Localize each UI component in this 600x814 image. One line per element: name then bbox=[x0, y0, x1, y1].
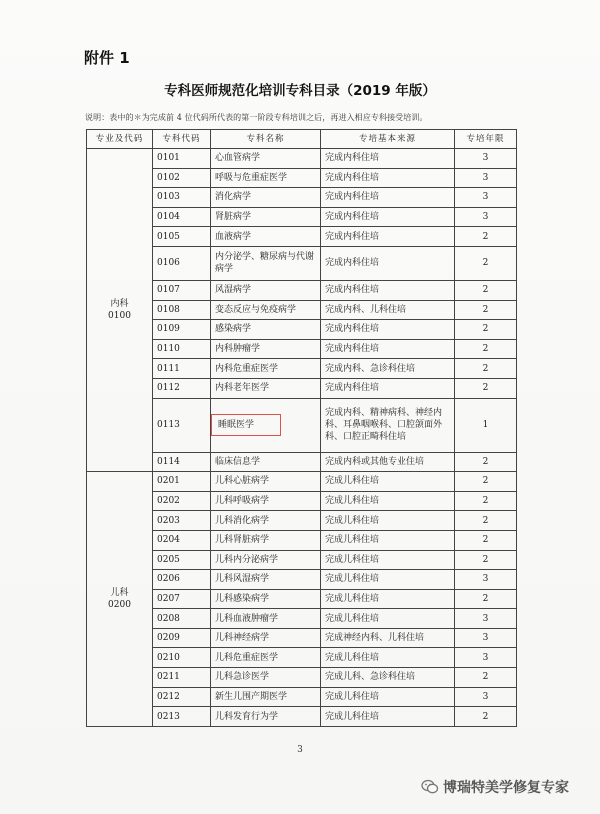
specialty-name: 肾脏病学 bbox=[215, 212, 252, 223]
specialty-code-cell bbox=[153, 359, 211, 379]
training-source: 完成儿科住培 bbox=[325, 535, 380, 546]
specialty-name: 儿科肾脏病学 bbox=[215, 535, 270, 546]
table-row bbox=[87, 149, 517, 169]
specialty-code-cell bbox=[153, 378, 211, 398]
specialty-name: 新生儿围产期医学 bbox=[215, 691, 288, 702]
training-years: 2 bbox=[482, 363, 489, 374]
wechat-logo-icon bbox=[421, 779, 439, 795]
specialty-code: 0206 bbox=[157, 574, 180, 585]
training-years-cell bbox=[455, 339, 517, 359]
training-source-cell bbox=[321, 207, 455, 227]
specialty-name-cell bbox=[211, 648, 321, 668]
specialty-name-cell bbox=[211, 188, 321, 208]
table-note: 说明：表中的＊为完成前 4 位代码所代表的第一阶段专科培训之后，再进入相应专科接受培训。 bbox=[85, 113, 428, 122]
specialty-code-cell bbox=[153, 246, 211, 280]
training-source: 完成内科住培 bbox=[325, 153, 380, 164]
watermark bbox=[421, 777, 569, 797]
training-years-cell bbox=[455, 491, 517, 511]
specialty-code: 0113 bbox=[157, 420, 180, 431]
specialty-name-cell bbox=[211, 511, 321, 531]
dept-name: 内科 bbox=[110, 299, 129, 310]
training-source-cell bbox=[321, 530, 455, 550]
specialty-code-cell bbox=[153, 452, 211, 472]
specialty-code: 0212 bbox=[157, 691, 180, 702]
specialty-name-cell bbox=[211, 359, 321, 379]
training-source-cell bbox=[321, 511, 455, 531]
training-source: 完成内科住培 bbox=[325, 212, 380, 223]
dept-code: 0200 bbox=[108, 599, 131, 610]
training-years: 2 bbox=[482, 711, 489, 722]
training-source: 完成儿科住培 bbox=[325, 691, 380, 702]
specialty-name: 儿科呼吸病学 bbox=[215, 496, 270, 507]
training-source-cell bbox=[321, 188, 455, 208]
specialty-name: 儿科血液肿瘤学 bbox=[215, 613, 279, 624]
specialty-code: 0205 bbox=[157, 554, 180, 565]
training-source-cell bbox=[321, 320, 455, 340]
training-source: 完成儿科住培 bbox=[325, 554, 380, 565]
specialty-code-cell bbox=[153, 280, 211, 300]
specialty-name: 儿科危重症医学 bbox=[215, 652, 279, 663]
specialty-name: 儿科感染病学 bbox=[215, 593, 270, 604]
training-years: 2 bbox=[482, 476, 489, 487]
specialty-code: 0110 bbox=[157, 344, 180, 355]
specialty-name: 儿科风湿病学 bbox=[215, 574, 270, 585]
specialty-code-cell bbox=[153, 550, 211, 570]
training-years: 3 bbox=[482, 172, 489, 183]
specialty-name: 内科危重症医学 bbox=[215, 363, 279, 374]
specialty-code-cell bbox=[153, 511, 211, 531]
training-source: 完成儿科住培 bbox=[325, 593, 380, 604]
specialty-name: 心血管病学 bbox=[215, 153, 261, 164]
training-years: 2 bbox=[482, 593, 489, 604]
specialty-code-cell bbox=[153, 188, 211, 208]
training-source-cell bbox=[321, 472, 455, 492]
training-source-cell bbox=[321, 648, 455, 668]
training-years: 2 bbox=[482, 304, 489, 315]
training-years-cell bbox=[455, 168, 517, 188]
specialty-name-cell bbox=[211, 687, 321, 707]
training-source-cell bbox=[321, 570, 455, 590]
specialty-code: 0106 bbox=[157, 258, 180, 269]
specialty-name: 血液病学 bbox=[215, 231, 252, 242]
specialty-code: 0210 bbox=[157, 652, 180, 663]
specialty-code: 0112 bbox=[157, 383, 180, 394]
training-years-cell bbox=[455, 628, 517, 648]
specialty-code: 0104 bbox=[157, 212, 180, 223]
specialty-code-cell bbox=[153, 207, 211, 227]
training-years-cell bbox=[455, 472, 517, 492]
training-years: 2 bbox=[482, 383, 489, 394]
specialty-code: 0203 bbox=[157, 515, 180, 526]
training-years: 2 bbox=[482, 515, 489, 526]
specialty-code-cell bbox=[153, 149, 211, 169]
training-source-cell bbox=[321, 280, 455, 300]
specialty-code: 0201 bbox=[157, 476, 180, 487]
specialty-name: 内科肿瘤学 bbox=[215, 344, 261, 355]
training-source: 完成内科、精神病科、神经内科、耳鼻咽喉科、口腔颌面外科、口腔正畸科住培 bbox=[325, 408, 443, 443]
specialty-code-cell bbox=[153, 168, 211, 188]
training-years-cell bbox=[455, 378, 517, 398]
training-years-cell bbox=[455, 398, 517, 452]
specialty-code-cell bbox=[153, 227, 211, 247]
training-years: 3 bbox=[482, 574, 489, 585]
specialty-name-cell bbox=[211, 300, 321, 320]
training-years-cell bbox=[455, 359, 517, 379]
specialty-code-cell bbox=[153, 472, 211, 492]
specialty-code-cell bbox=[153, 668, 211, 688]
training-years-cell bbox=[455, 570, 517, 590]
training-source: 完成儿科住培 bbox=[325, 515, 380, 526]
training-source: 完成儿科住培 bbox=[325, 652, 380, 663]
specialty-name-cell bbox=[211, 491, 321, 511]
training-years: 2 bbox=[482, 535, 489, 546]
training-source: 完成儿科住培 bbox=[325, 574, 380, 585]
annex-label: 附件 1 bbox=[84, 49, 130, 67]
training-years: 2 bbox=[482, 456, 489, 467]
training-years-cell bbox=[455, 207, 517, 227]
training-years: 3 bbox=[482, 212, 489, 223]
specialty-name: 儿科发育行为学 bbox=[215, 711, 279, 722]
specialty-code: 0208 bbox=[157, 613, 180, 624]
specialty-code-cell bbox=[153, 570, 211, 590]
specialty-code: 0207 bbox=[157, 593, 180, 604]
specialty-code: 0101 bbox=[157, 153, 180, 164]
dept-cell bbox=[87, 149, 153, 472]
specialty-name-cell bbox=[211, 628, 321, 648]
training-years: 1 bbox=[482, 420, 489, 431]
training-source: 完成儿科住培 bbox=[325, 613, 380, 624]
training-source-cell bbox=[321, 378, 455, 398]
specialty-code: 0211 bbox=[157, 672, 180, 683]
training-years-cell bbox=[455, 687, 517, 707]
training-years-cell bbox=[455, 530, 517, 550]
specialty-code-cell bbox=[153, 339, 211, 359]
training-source: 完成内科、儿科住培 bbox=[325, 304, 407, 315]
specialty-code: 0105 bbox=[157, 231, 180, 242]
training-source-cell bbox=[321, 168, 455, 188]
specialty-code: 0209 bbox=[157, 633, 180, 644]
training-years-cell bbox=[455, 246, 517, 280]
training-years-cell bbox=[455, 609, 517, 629]
specialty-name: 内科老年医学 bbox=[215, 383, 270, 394]
training-years: 3 bbox=[482, 613, 489, 624]
specialty-name: 儿科消化病学 bbox=[215, 515, 270, 526]
specialty-name-cell bbox=[211, 207, 321, 227]
specialty-name-cell bbox=[211, 452, 321, 472]
training-years-cell bbox=[455, 707, 517, 727]
specialty-code-cell bbox=[153, 609, 211, 629]
specialty-code: 0109 bbox=[157, 324, 180, 335]
training-years-cell bbox=[455, 452, 517, 472]
training-years: 2 bbox=[482, 496, 489, 507]
specialty-name: 内分泌学、糖尿病与代谢病学 bbox=[215, 252, 315, 275]
specialty-code: 0204 bbox=[157, 535, 180, 546]
training-source: 完成内科或其他专业住培 bbox=[325, 456, 425, 467]
training-years: 3 bbox=[482, 633, 489, 644]
training-years-cell bbox=[455, 511, 517, 531]
specialty-code-cell bbox=[153, 707, 211, 727]
watermark-text: 博瑞特美学修复专家 bbox=[443, 780, 569, 796]
specialty-code: 0111 bbox=[157, 363, 180, 374]
training-source: 完成内科住培 bbox=[325, 231, 380, 242]
page-number: 3 bbox=[297, 745, 303, 755]
dept-name: 儿科 bbox=[110, 587, 129, 598]
training-years: 2 bbox=[482, 258, 489, 269]
training-source-cell bbox=[321, 246, 455, 280]
specialty-name-cell bbox=[211, 609, 321, 629]
specialty-code: 0107 bbox=[157, 285, 180, 296]
training-source: 完成儿科住培 bbox=[325, 496, 380, 507]
specialty-name: 风湿病学 bbox=[215, 285, 252, 296]
training-source-cell bbox=[321, 398, 455, 452]
training-years-cell bbox=[455, 668, 517, 688]
specialty-code: 0108 bbox=[157, 304, 180, 315]
specialty-name-cell bbox=[211, 570, 321, 590]
training-source-cell bbox=[321, 452, 455, 472]
specialty-name: 儿科神经病学 bbox=[215, 633, 270, 644]
training-source: 完成内科住培 bbox=[325, 258, 380, 269]
specialty-name: 儿科心脏病学 bbox=[215, 476, 270, 487]
highlighted-specialty-name: 睡眠医学 bbox=[211, 414, 281, 436]
specialty-name: 儿科急诊医学 bbox=[215, 672, 270, 683]
training-source-cell bbox=[321, 687, 455, 707]
specialty-code: 0213 bbox=[157, 711, 180, 722]
specialty-name: 儿科内分泌病学 bbox=[215, 554, 279, 565]
specialty-name-cell bbox=[211, 227, 321, 247]
specialty-name-cell bbox=[211, 149, 321, 169]
specialty-name-cell bbox=[211, 398, 321, 452]
training-years-cell bbox=[455, 589, 517, 609]
table-header-row bbox=[87, 130, 517, 149]
training-years: 3 bbox=[482, 192, 489, 203]
training-years-cell bbox=[455, 188, 517, 208]
specialty-catalog-table bbox=[86, 129, 517, 727]
dept-cell bbox=[87, 472, 153, 727]
specialty-name-cell bbox=[211, 168, 321, 188]
table-row bbox=[87, 472, 517, 492]
training-source-cell bbox=[321, 589, 455, 609]
training-source: 完成内科住培 bbox=[325, 192, 380, 203]
training-source-cell bbox=[321, 550, 455, 570]
training-source-cell bbox=[321, 339, 455, 359]
training-source: 完成内科住培 bbox=[325, 344, 380, 355]
training-years: 2 bbox=[482, 324, 489, 335]
specialty-name: 消化病学 bbox=[215, 192, 252, 203]
specialty-name: 临床信息学 bbox=[215, 456, 261, 467]
specialty-name-cell bbox=[211, 246, 321, 280]
training-years-cell bbox=[455, 227, 517, 247]
training-source: 完成儿科、急诊科住培 bbox=[325, 672, 416, 683]
specialty-code-cell bbox=[153, 628, 211, 648]
specialty-code-cell bbox=[153, 398, 211, 452]
training-source-cell bbox=[321, 491, 455, 511]
specialty-name-cell bbox=[211, 550, 321, 570]
specialty-code-cell bbox=[153, 648, 211, 668]
training-years: 2 bbox=[482, 554, 489, 565]
header-name: 专科名称 bbox=[211, 130, 321, 149]
specialty-code-cell bbox=[153, 300, 211, 320]
header-source: 专培基本来源 bbox=[321, 130, 455, 149]
training-years-cell bbox=[455, 320, 517, 340]
training-years: 2 bbox=[482, 285, 489, 296]
training-years: 2 bbox=[482, 672, 489, 683]
specialty-code: 0103 bbox=[157, 192, 180, 203]
document-title: 专科医师规范化培训专科目录（2019 年版） bbox=[164, 83, 436, 99]
specialty-code: 0102 bbox=[157, 172, 180, 183]
training-source: 完成内科、急诊科住培 bbox=[325, 363, 416, 374]
specialty-name-cell bbox=[211, 280, 321, 300]
training-years: 2 bbox=[482, 344, 489, 355]
training-source: 完成内科住培 bbox=[325, 285, 380, 296]
specialty-name-cell bbox=[211, 320, 321, 340]
training-source-cell bbox=[321, 668, 455, 688]
training-source: 完成内科住培 bbox=[325, 324, 380, 335]
specialty-name-cell bbox=[211, 668, 321, 688]
specialty-code-cell bbox=[153, 687, 211, 707]
training-source-cell bbox=[321, 628, 455, 648]
training-years: 3 bbox=[482, 652, 489, 663]
specialty-name-cell bbox=[211, 707, 321, 727]
training-source-cell bbox=[321, 227, 455, 247]
specialty-code-cell bbox=[153, 491, 211, 511]
training-years-cell bbox=[455, 300, 517, 320]
training-years-cell bbox=[455, 648, 517, 668]
training-source-cell bbox=[321, 359, 455, 379]
specialty-code-cell bbox=[153, 530, 211, 550]
training-years: 2 bbox=[482, 231, 489, 242]
training-source-cell bbox=[321, 149, 455, 169]
specialty-name-cell bbox=[211, 589, 321, 609]
header-years: 专培年限 bbox=[455, 130, 517, 149]
training-source: 完成内科住培 bbox=[325, 172, 380, 183]
header-dept: 专业及代码 bbox=[87, 130, 153, 149]
dept-code: 0100 bbox=[108, 311, 131, 322]
training-years: 3 bbox=[482, 691, 489, 702]
training-years: 3 bbox=[482, 153, 489, 164]
specialty-code: 0114 bbox=[157, 456, 180, 467]
specialty-name-cell bbox=[211, 378, 321, 398]
training-source-cell bbox=[321, 707, 455, 727]
specialty-name: 变态反应与免疫病学 bbox=[215, 304, 297, 315]
specialty-code-cell bbox=[153, 589, 211, 609]
specialty-name: 呼吸与危重症医学 bbox=[215, 172, 288, 183]
specialty-name-cell bbox=[211, 339, 321, 359]
training-source: 完成儿科住培 bbox=[325, 711, 380, 722]
training-years-cell bbox=[455, 280, 517, 300]
specialty-name-cell bbox=[211, 530, 321, 550]
specialty-name-cell bbox=[211, 472, 321, 492]
training-years-cell bbox=[455, 550, 517, 570]
training-source: 完成内科住培 bbox=[325, 383, 380, 394]
training-source-cell bbox=[321, 609, 455, 629]
header-code: 专科代码 bbox=[153, 130, 211, 149]
specialty-name: 感染病学 bbox=[215, 324, 252, 335]
specialty-code: 0202 bbox=[157, 496, 180, 507]
specialty-code-cell bbox=[153, 320, 211, 340]
training-years-cell bbox=[455, 149, 517, 169]
training-source-cell bbox=[321, 300, 455, 320]
training-source: 完成儿科住培 bbox=[325, 476, 380, 487]
training-source: 完成神经内科、儿科住培 bbox=[325, 633, 425, 644]
